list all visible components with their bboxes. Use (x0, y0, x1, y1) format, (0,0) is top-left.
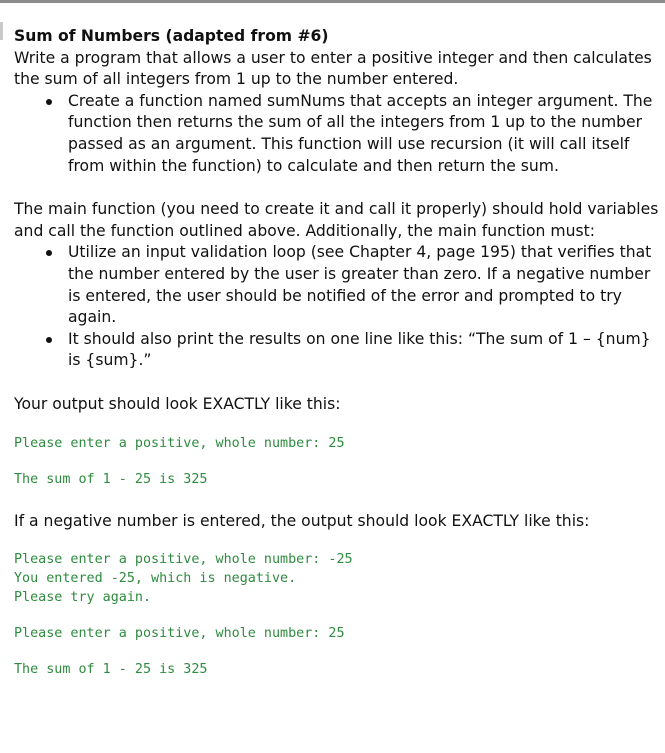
left-margin-mark (0, 22, 3, 40)
spacer (14, 643, 662, 660)
example-2-negative-prompt: Please enter a positive, whole number: -25 (14, 552, 353, 568)
spacer (14, 607, 662, 624)
bullet-print-results: It should also print the results on one line like this: “The sum of 1 – {num} is {sum}.” (68, 329, 662, 372)
main-function-paragraph: The main function (you need to create it and call it properly) should hold variables and call the function outlined above. Additionally, the main function must: (14, 200, 659, 240)
intro-bullet-list (14, 91, 662, 177)
output-heading-exact: Your output should look EXACTLY like this: (14, 394, 341, 413)
bullet-input-validation: Utilize an input validation loop (see Chapter 4, page 195) that verifies that the number entered by the user is greater than zero. If a negative number is entered, the user should be notified of the error and prompted to try again. (68, 242, 662, 328)
top-divider (0, 0, 665, 3)
spacer (14, 453, 662, 470)
example-2-result: The sum of 1 - 25 is 325 (14, 662, 208, 678)
example-2-retry-line: Please try again. (14, 590, 152, 606)
spacer (14, 177, 662, 199)
assignment-title: Sum of Numbers (adapted from #6) (14, 27, 329, 45)
spacer (14, 416, 662, 434)
main-bullet-list (14, 242, 662, 372)
output-heading-negative: If a negative number is entered, the output should look EXACTLY like this: (14, 511, 590, 530)
example-2-prompt: Please enter a positive, whole number: 25 (14, 626, 345, 642)
spacer (14, 532, 662, 550)
example-1-result: The sum of 1 - 25 is 325 (14, 471, 208, 487)
example-1-prompt: Please enter a positive, whole number: 25 (14, 435, 345, 451)
example-2-error-line: You entered -25, which is negative. (14, 571, 297, 587)
spacer (14, 489, 662, 511)
bullet-sumnums-function: Create a function named sumNums that accepts an integer argument. The function then returns the sum of all the integers from 1 up to the number passed as an argument. This function will use recursion (it will call itself from within the function) to calculate and then return the sum. (68, 91, 662, 177)
intro-paragraph: Write a program that allows a user to enter a positive integer and then calculates the sum of all integers from 1 up to the number entered. (14, 48, 652, 89)
spacer (14, 372, 662, 394)
assignment-document (14, 26, 662, 679)
